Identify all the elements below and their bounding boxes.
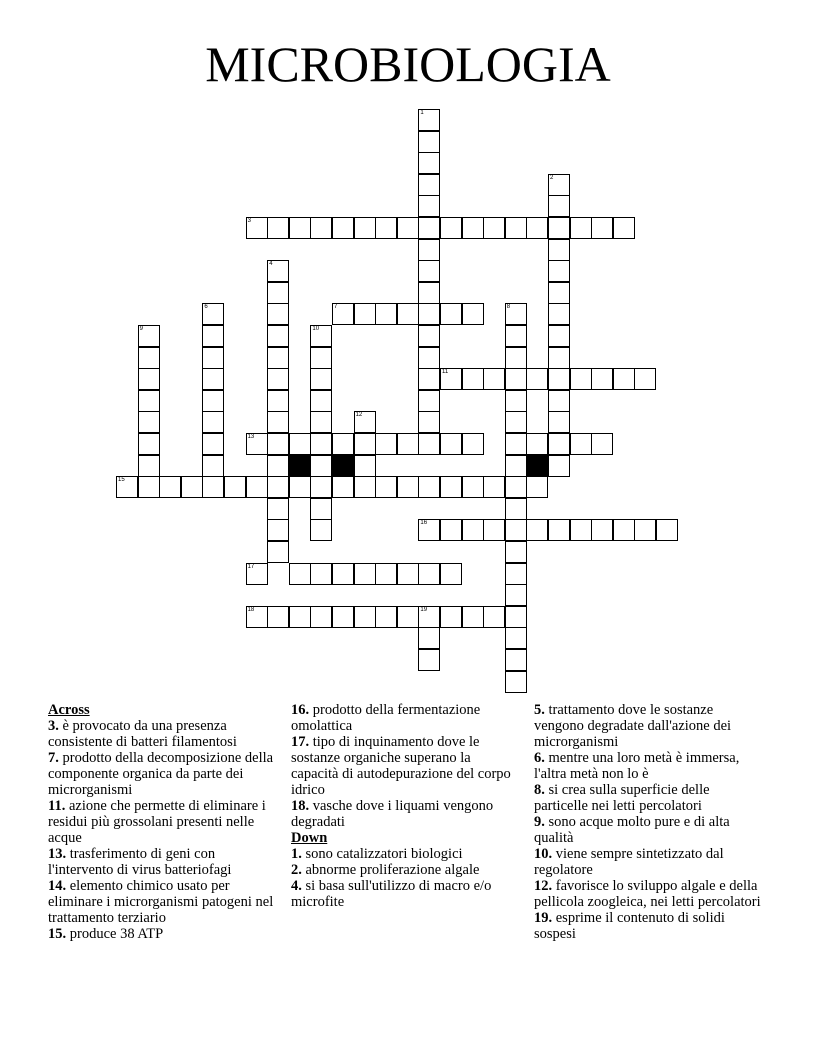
- crossword-cell[interactable]: [267, 455, 289, 477]
- clue-number: 14.: [48, 878, 67, 894]
- crossword-cell[interactable]: [202, 390, 224, 412]
- crossword-cell[interactable]: [548, 217, 570, 239]
- crossword-cell[interactable]: [159, 476, 181, 498]
- crossword-cell[interactable]: [310, 563, 332, 585]
- crossword-cell[interactable]: [634, 368, 656, 390]
- clue-number: 10.: [534, 846, 553, 862]
- crossword-cell[interactable]: [505, 347, 527, 369]
- crossword-cell[interactable]: [418, 195, 440, 217]
- clue-text: azione che permette di eliminare i residui più grossolani presenti nelle acque: [48, 798, 266, 846]
- clue-item: [534, 814, 764, 846]
- crossword-cell[interactable]: [332, 303, 354, 325]
- crossword-cell[interactable]: [548, 174, 570, 196]
- crossword-cell[interactable]: [418, 433, 440, 455]
- crossword-cell[interactable]: [310, 368, 332, 390]
- crossword-cell[interactable]: [202, 455, 224, 477]
- clue-number: 16.: [291, 702, 310, 718]
- crossword-cell[interactable]: [418, 649, 440, 671]
- crossword-cell[interactable]: [462, 606, 484, 628]
- crossword-cell[interactable]: [505, 671, 527, 693]
- clue-text: elemento chimico usato per eliminare i microrganismi patogeni nel trattamento terziario: [48, 878, 274, 926]
- across-clue-list-continued: [291, 702, 521, 830]
- clue-number: 8: [506, 304, 511, 311]
- crossword-cell[interactable]: [418, 347, 440, 369]
- clue-text: si basa sull'utilizzo di macro e/o microfite: [291, 878, 492, 910]
- crossword-cell[interactable]: [375, 563, 397, 585]
- crossword-cell[interactable]: [138, 411, 160, 433]
- crossword-cell[interactable]: [354, 303, 376, 325]
- clue-item: [48, 926, 283, 942]
- clue-item: [48, 798, 283, 846]
- crossword-cell[interactable]: [570, 368, 592, 390]
- clue-number: 2.: [291, 862, 302, 878]
- clue-number: 17: [247, 563, 255, 570]
- crossword-cell[interactable]: [332, 476, 354, 498]
- clue-item: [534, 878, 764, 910]
- crossword-cell[interactable]: [505, 390, 527, 412]
- crossword-cell[interactable]: [634, 519, 656, 541]
- clue-number: 18.: [291, 798, 310, 814]
- crossword-cell[interactable]: [246, 433, 268, 455]
- crossword-cell[interactable]: [418, 131, 440, 153]
- clue-number: 19.: [534, 910, 553, 926]
- clue-text: prodotto della fermentazione omolattica: [291, 702, 481, 734]
- crossword-cell[interactable]: [440, 563, 462, 585]
- crossword-cell[interactable]: [267, 217, 289, 239]
- crossword-cell[interactable]: [246, 217, 268, 239]
- crossword-cell[interactable]: [505, 541, 527, 563]
- crossword-cell[interactable]: [267, 606, 289, 628]
- crossword-cell[interactable]: [548, 347, 570, 369]
- clue-number: 15.: [48, 926, 67, 942]
- clue-item: [291, 878, 521, 910]
- crossword-cell[interactable]: [332, 217, 354, 239]
- crossword-cell[interactable]: [526, 368, 548, 390]
- clue-item: [534, 846, 764, 878]
- crossword-cell[interactable]: [332, 563, 354, 585]
- crossword-cell[interactable]: [613, 368, 635, 390]
- crossword-cell[interactable]: [138, 476, 160, 498]
- clue-text: produce 38 ATP: [66, 926, 164, 942]
- clue-number: 1: [420, 110, 424, 116]
- crossword-cell[interactable]: [375, 433, 397, 455]
- clue-item: [48, 750, 283, 798]
- crossword-cell[interactable]: [202, 433, 224, 455]
- clue-number: 1.: [291, 846, 302, 862]
- crossword-cell[interactable]: [267, 433, 289, 455]
- crossword-cell[interactable]: [354, 476, 376, 498]
- clue-number: 12: [355, 412, 363, 419]
- crossword-cell[interactable]: [267, 498, 289, 520]
- down-clue-list-continued: [534, 702, 764, 942]
- clue-number: 9: [139, 326, 143, 332]
- clue-number: 9.: [534, 814, 545, 830]
- crossword-cell[interactable]: [440, 476, 462, 498]
- crossword-cell[interactable]: [548, 455, 570, 477]
- crossword-cell[interactable]: [354, 455, 376, 477]
- clue-item: [291, 734, 521, 798]
- crossword-cell[interactable]: [548, 239, 570, 261]
- crossword-cell[interactable]: [289, 217, 311, 239]
- clue-item: [291, 798, 521, 830]
- clue-number: 19: [420, 606, 428, 613]
- crossword-cell[interactable]: [267, 260, 289, 282]
- clue-item: [291, 846, 521, 862]
- crossword-cell[interactable]: [505, 627, 527, 649]
- crossword-cell[interactable]: [138, 455, 160, 477]
- crossword-cell[interactable]: [375, 303, 397, 325]
- clue-number: 6: [204, 304, 208, 311]
- crossword-cell[interactable]: [505, 563, 527, 585]
- clue-text: si crea sulla superficie delle particelle nei letti percolatori: [534, 782, 710, 814]
- crossword-cell[interactable]: [138, 433, 160, 455]
- crossword-cell[interactable]: [591, 217, 613, 239]
- crossword-cell[interactable]: [418, 368, 440, 390]
- clue-number: 7.: [48, 750, 59, 766]
- crossword-cell[interactable]: [505, 368, 527, 390]
- black-cell: [289, 455, 311, 477]
- crossword-cell[interactable]: [418, 239, 440, 261]
- crossword-cell[interactable]: [397, 606, 419, 628]
- crossword-cell[interactable]: [505, 217, 527, 239]
- crossword-cell[interactable]: [246, 563, 268, 585]
- clue-text: vasche dove i liquami vengono degradati: [291, 798, 494, 830]
- crossword-cell[interactable]: [267, 390, 289, 412]
- crossword-cell[interactable]: [310, 519, 332, 541]
- clue-text: sono acque molto pure e di alta qualità: [534, 814, 730, 846]
- crossword-cell[interactable]: [483, 519, 505, 541]
- clue-text: mentre una loro metà è immersa, l'altra metà non lo è: [534, 750, 740, 782]
- crossword-cell[interactable]: [354, 563, 376, 585]
- clue-text: esprime il contenuto di solidi sospesi: [534, 910, 725, 942]
- crossword-cell[interactable]: [418, 109, 440, 131]
- crossword-cell[interactable]: [181, 476, 203, 498]
- crossword-cell[interactable]: [548, 260, 570, 282]
- crossword-cell[interactable]: [591, 368, 613, 390]
- clue-number: 6.: [534, 750, 545, 766]
- crossword-cell[interactable]: [613, 519, 635, 541]
- crossword-cell[interactable]: [418, 476, 440, 498]
- crossword-cell[interactable]: [591, 519, 613, 541]
- crossword-cell[interactable]: [548, 282, 570, 304]
- clue-text: è provocato da una presenza consistente di batteri filamentosi: [48, 718, 237, 750]
- crossword-cell[interactable]: [267, 325, 289, 347]
- crossword-cell[interactable]: [440, 433, 462, 455]
- clue-item: [291, 862, 521, 878]
- clue-text: abnorme proliferazione algale: [301, 862, 480, 878]
- crossword-cell[interactable]: [138, 390, 160, 412]
- clue-number: 16: [420, 520, 428, 527]
- clue-number: 17.: [291, 734, 310, 750]
- clue-number: 7: [334, 304, 338, 311]
- crossword-cell[interactable]: [202, 303, 224, 325]
- clue-number: 4: [269, 261, 273, 268]
- crossword-cell[interactable]: [310, 476, 332, 498]
- crossword-cell[interactable]: [289, 606, 311, 628]
- down-heading: Down: [291, 830, 328, 846]
- crossword-cell[interactable]: [462, 476, 484, 498]
- crossword-cell[interactable]: [462, 303, 484, 325]
- clue-item: [534, 702, 764, 750]
- crossword-cell[interactable]: [418, 390, 440, 412]
- crossword-cell[interactable]: [397, 433, 419, 455]
- crossword-cell[interactable]: [375, 476, 397, 498]
- crossword-cell[interactable]: [267, 541, 289, 563]
- crossword-cell[interactable]: [505, 606, 527, 628]
- crossword-cell[interactable]: [440, 606, 462, 628]
- crossword-cell[interactable]: [505, 411, 527, 433]
- crossword-cell[interactable]: [526, 476, 548, 498]
- crossword-cell[interactable]: [440, 519, 462, 541]
- clue-item: [534, 750, 764, 782]
- crossword-cell[interactable]: [418, 217, 440, 239]
- page-title: MICROBIOLOGIA: [205, 36, 611, 92]
- crossword-cell[interactable]: [354, 606, 376, 628]
- crossword-cell[interactable]: [505, 433, 527, 455]
- crossword-cell[interactable]: [613, 217, 635, 239]
- crossword-cell[interactable]: [310, 217, 332, 239]
- crossword-cell[interactable]: [418, 152, 440, 174]
- crossword-cell[interactable]: [548, 433, 570, 455]
- crossword-cell[interactable]: [397, 217, 419, 239]
- crossword-cell[interactable]: [483, 217, 505, 239]
- crossword-cell[interactable]: [462, 217, 484, 239]
- clue-number: 18: [247, 606, 255, 613]
- crossword-cell[interactable]: [354, 411, 376, 433]
- black-cell: [332, 455, 354, 477]
- clue-text: favorisce lo sviluppo algale e della pellicola zoogleica, nei letti percolatori: [534, 878, 761, 910]
- black-cell: [526, 455, 548, 477]
- clues-column-1: [48, 702, 283, 942]
- down-clue-list: [291, 846, 521, 910]
- crossword-cell[interactable]: [310, 606, 332, 628]
- crossword-cell[interactable]: [548, 519, 570, 541]
- crossword-cell[interactable]: [267, 347, 289, 369]
- crossword-cell[interactable]: [418, 325, 440, 347]
- crossword-cell[interactable]: [570, 519, 592, 541]
- crossword-cell[interactable]: [202, 347, 224, 369]
- clue-number: 15: [118, 477, 125, 484]
- crossword-cell[interactable]: [289, 476, 311, 498]
- crossword-cell[interactable]: [310, 390, 332, 412]
- crossword-cell[interactable]: [462, 368, 484, 390]
- crossword-cell[interactable]: [138, 325, 160, 347]
- crossword-cell[interactable]: [310, 411, 332, 433]
- crossword-cell[interactable]: [354, 217, 376, 239]
- crossword-cell[interactable]: [267, 368, 289, 390]
- clue-number: 13: [247, 434, 255, 440]
- clue-number: 5.: [534, 702, 545, 718]
- crossword-cell[interactable]: [310, 347, 332, 369]
- crossword-cell[interactable]: [202, 368, 224, 390]
- crossword-cell[interactable]: [440, 217, 462, 239]
- crossword-cell[interactable]: [483, 368, 505, 390]
- clue-number: 10: [312, 326, 320, 332]
- crossword-cell[interactable]: [505, 519, 527, 541]
- crossword-cell[interactable]: [418, 260, 440, 282]
- crossword-cell[interactable]: [375, 217, 397, 239]
- crossword-cell[interactable]: [267, 303, 289, 325]
- crossword-cell[interactable]: [570, 217, 592, 239]
- crossword-cell[interactable]: [548, 390, 570, 412]
- clue-number: 8.: [534, 782, 545, 798]
- crossword-cell[interactable]: [483, 606, 505, 628]
- clue-item: [48, 846, 283, 878]
- crossword-cell[interactable]: [289, 563, 311, 585]
- crossword-cell[interactable]: [202, 411, 224, 433]
- crossword-cell[interactable]: [526, 217, 548, 239]
- crossword-cell[interactable]: [462, 433, 484, 455]
- crossword-cell[interactable]: [332, 433, 354, 455]
- clue-item: [291, 702, 521, 734]
- crossword-cell[interactable]: [548, 303, 570, 325]
- crossword-cell[interactable]: [505, 498, 527, 520]
- clue-text: tipo di inquinamento dove le sostanze organiche superano la capacità di autodepurazione del corpo idrico: [291, 734, 511, 798]
- crossword-cell[interactable]: [418, 282, 440, 304]
- clue-text: trasferimento di geni con l'intervento di virus batteriofagi: [48, 846, 232, 878]
- across-heading: Across: [48, 702, 90, 718]
- crossword-cell[interactable]: [202, 325, 224, 347]
- clue-number: 12.: [534, 878, 553, 894]
- crossword-cell[interactable]: [310, 433, 332, 455]
- crossword-cell[interactable]: [332, 606, 354, 628]
- clue-number: 11.: [48, 798, 66, 814]
- crossword-cell[interactable]: [656, 519, 678, 541]
- crossword-cell[interactable]: [246, 476, 268, 498]
- crossword-cell[interactable]: [548, 325, 570, 347]
- clue-text: viene sempre sintetizzato dal regolatore: [534, 846, 724, 878]
- crossword-cell[interactable]: [354, 433, 376, 455]
- crossword-cell[interactable]: [397, 563, 419, 585]
- crossword-cell[interactable]: [310, 455, 332, 477]
- clue-number: 3: [247, 218, 251, 224]
- clue-number: 13.: [48, 846, 67, 862]
- crossword-cell[interactable]: [397, 476, 419, 498]
- clue-number: 3.: [48, 718, 59, 734]
- crossword-cell[interactable]: [418, 174, 440, 196]
- crossword-cell[interactable]: [267, 282, 289, 304]
- clue-number: 4.: [291, 878, 302, 894]
- crossword-cell[interactable]: [375, 606, 397, 628]
- crossword-cell[interactable]: [138, 347, 160, 369]
- clue-item: [48, 718, 283, 750]
- crossword-cell[interactable]: [418, 303, 440, 325]
- crossword-cell[interactable]: [505, 649, 527, 671]
- clue-text: sono catalizzatori biologici: [301, 846, 463, 862]
- crossword-cell[interactable]: [505, 325, 527, 347]
- clue-item: [534, 910, 764, 942]
- clue-item: [534, 782, 764, 814]
- crossword-cell[interactable]: [505, 455, 527, 477]
- crossword-cell[interactable]: [526, 433, 548, 455]
- clues-column-2: [291, 702, 521, 910]
- crossword-cell[interactable]: [138, 368, 160, 390]
- crossword-cell[interactable]: [116, 476, 138, 498]
- crossword-cell[interactable]: [202, 476, 224, 498]
- crossword-cell[interactable]: [267, 519, 289, 541]
- crossword-cell[interactable]: [570, 433, 592, 455]
- clue-number: 11: [442, 369, 449, 376]
- clue-number: 2: [550, 174, 554, 181]
- crossword-cell[interactable]: [418, 606, 440, 628]
- crossword-cell[interactable]: [440, 368, 462, 390]
- across-clue-list: [48, 718, 283, 942]
- clue-item: [48, 878, 283, 926]
- crossword-cell[interactable]: [505, 303, 527, 325]
- crossword-cell[interactable]: [483, 476, 505, 498]
- crossword-cell[interactable]: [548, 411, 570, 433]
- crossword-cell[interactable]: [418, 627, 440, 649]
- crossword-cell[interactable]: [267, 476, 289, 498]
- crossword-cell[interactable]: [591, 433, 613, 455]
- crossword-cell[interactable]: [548, 195, 570, 217]
- crossword-cell[interactable]: [548, 368, 570, 390]
- clue-text: prodotto della decomposizione della componente organica da parte dei microrganismi: [48, 750, 274, 798]
- crossword-cell[interactable]: [418, 519, 440, 541]
- crossword-cell[interactable]: [505, 584, 527, 606]
- crossword-cell[interactable]: [246, 606, 268, 628]
- clues-column-3: [534, 702, 764, 942]
- crossword-cell[interactable]: [418, 411, 440, 433]
- crossword-cell[interactable]: [440, 303, 462, 325]
- crossword-cell[interactable]: [418, 563, 440, 585]
- crossword-cell[interactable]: [397, 303, 419, 325]
- crossword-cell[interactable]: [505, 476, 527, 498]
- crossword-cell[interactable]: [267, 411, 289, 433]
- clue-text: trattamento dove le sostanze vengono degradate dall'azione dei microrganismi: [534, 702, 732, 750]
- crossword-cell[interactable]: [462, 519, 484, 541]
- crossword-cell[interactable]: [289, 433, 311, 455]
- crossword-cell[interactable]: [526, 519, 548, 541]
- crossword-cell[interactable]: [224, 476, 246, 498]
- crossword-cell[interactable]: [310, 325, 332, 347]
- crossword-cell[interactable]: [310, 498, 332, 520]
